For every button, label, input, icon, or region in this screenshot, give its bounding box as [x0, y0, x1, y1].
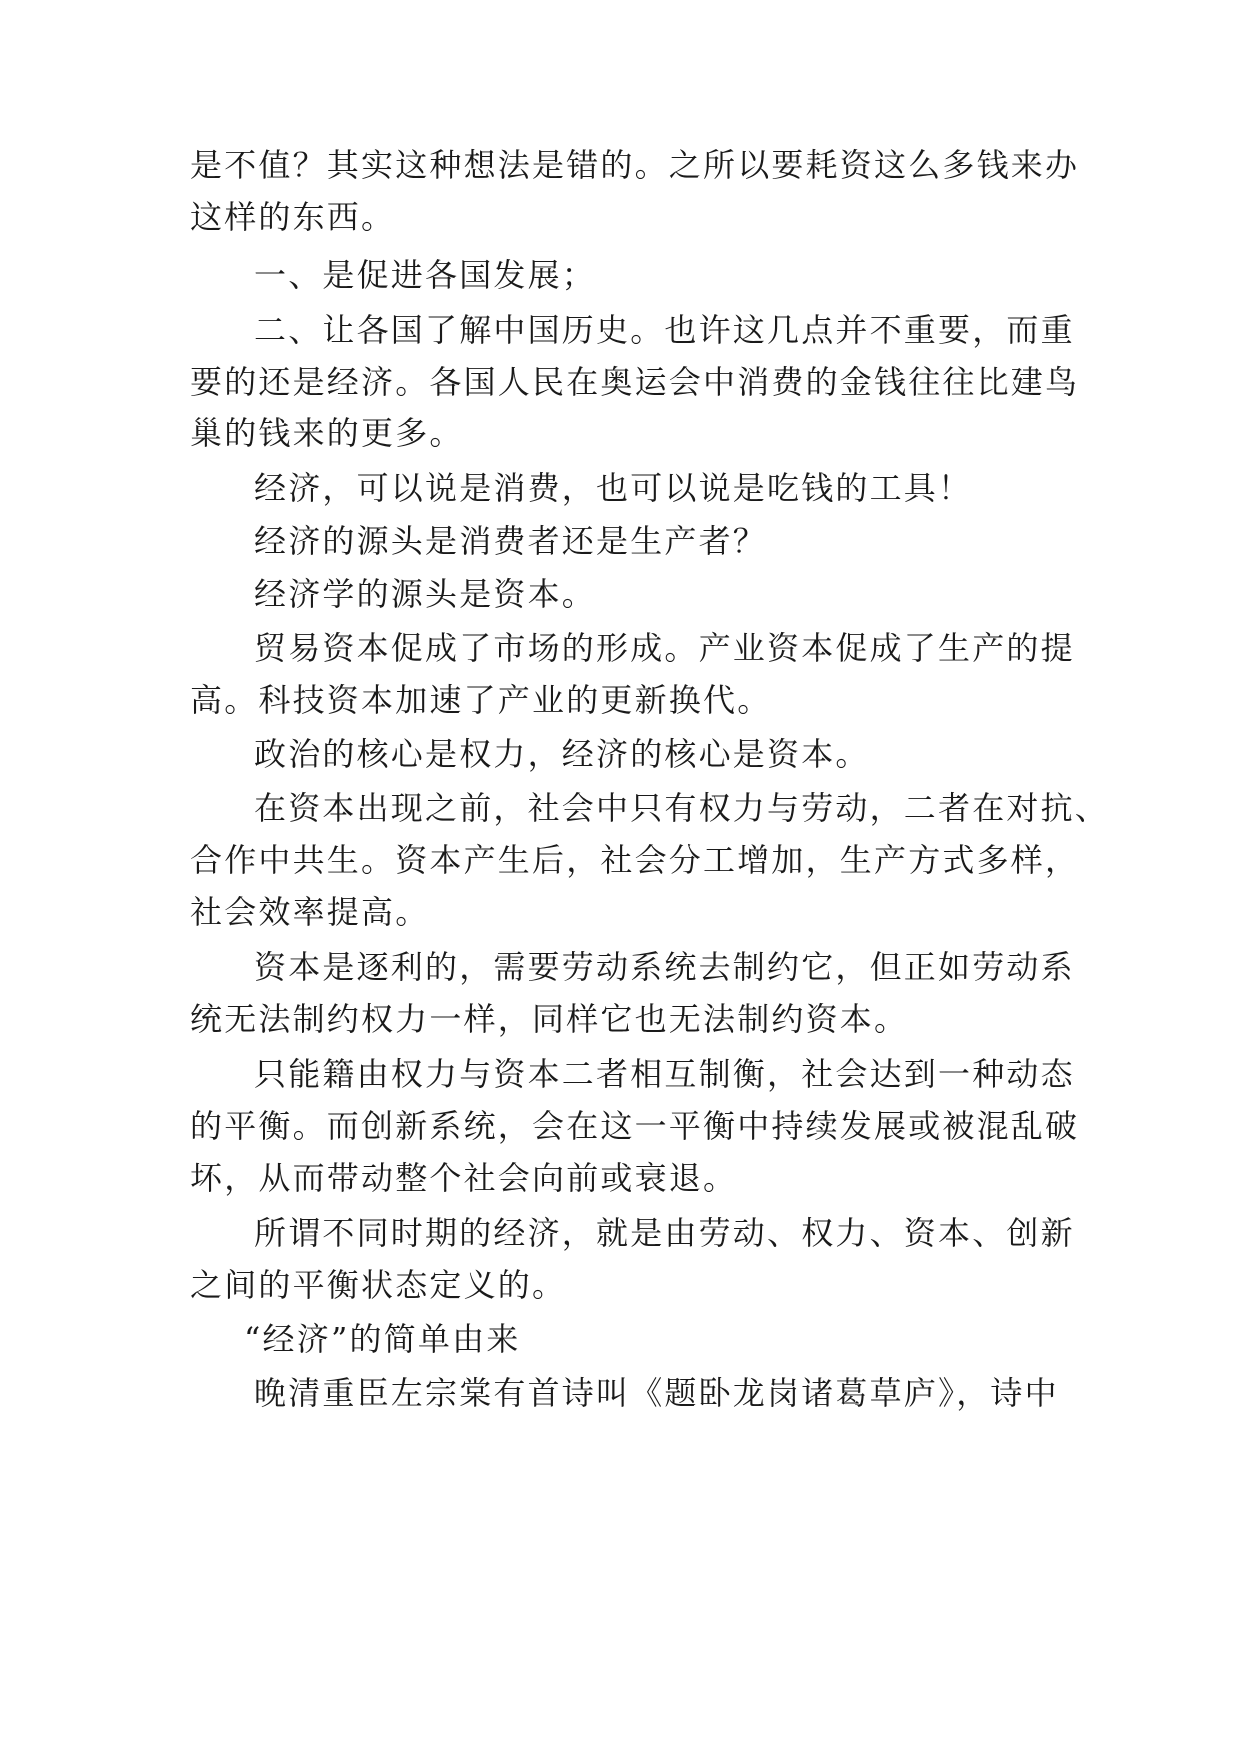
text-line: 合作中共生。资本产生后，社会分工增加，生产方式多样，: [190, 841, 1080, 879]
text-line: 经济，可以说是消费，也可以说是吃钱的工具！: [254, 469, 973, 507]
text-line: 高。科技资本加速了产业的更新换代。: [190, 681, 772, 719]
text-line: 统无法制约权力一样，同样它也无法制约资本。: [190, 1000, 909, 1038]
text-line: 的平衡。而创新系统，会在这一平衡中持续发展或被混乱破: [190, 1107, 1080, 1145]
text-line: 坏，从而带动整个社会向前或衰退。: [190, 1159, 738, 1197]
text-line: 贸易资本促成了市场的形成。产业资本促成了生产的提: [254, 629, 1075, 667]
text-line: 巢的钱来的更多。: [190, 414, 464, 452]
section-heading: “经济”的简单由来: [244, 1320, 521, 1358]
text-line: 资本是逐利的，需要劳动系统去制约它，但正如劳动系: [254, 948, 1075, 986]
text-line: 这样的东西。: [190, 198, 396, 236]
text-line: 经济学的源头是资本。: [254, 575, 597, 613]
text-line: 之间的平衡状态定义的。: [190, 1266, 567, 1304]
text-line: 晚清重臣左宗棠有首诗叫《题卧龙岗诸葛草庐》，诗中: [254, 1374, 1059, 1412]
text-line: 是不值？其实这种想法是错的。之所以要耗资这么多钱来办: [190, 146, 1080, 184]
text-line: 在资本出现之前，社会中只有权力与劳动，二者在对抗、: [254, 789, 1110, 827]
text-line: 要的还是经济。各国人民在奥运会中消费的金钱往往比建鸟: [190, 363, 1080, 401]
text-line: 社会效率提高。: [190, 893, 430, 931]
text-line: 政治的核心是权力，经济的核心是资本。: [254, 735, 870, 773]
text-line: 一、是促进各国发展；: [254, 256, 597, 294]
text-line: 二、让各国了解中国历史。也许这几点并不重要，而重: [254, 311, 1075, 349]
text-line: 所谓不同时期的经济，就是由劳动、权力、资本、创新: [254, 1214, 1075, 1252]
text-line: 只能籍由权力与资本二者相互制衡，社会达到一种动态: [254, 1055, 1075, 1093]
text-line: 经济的源头是消费者还是生产者？: [254, 522, 768, 560]
